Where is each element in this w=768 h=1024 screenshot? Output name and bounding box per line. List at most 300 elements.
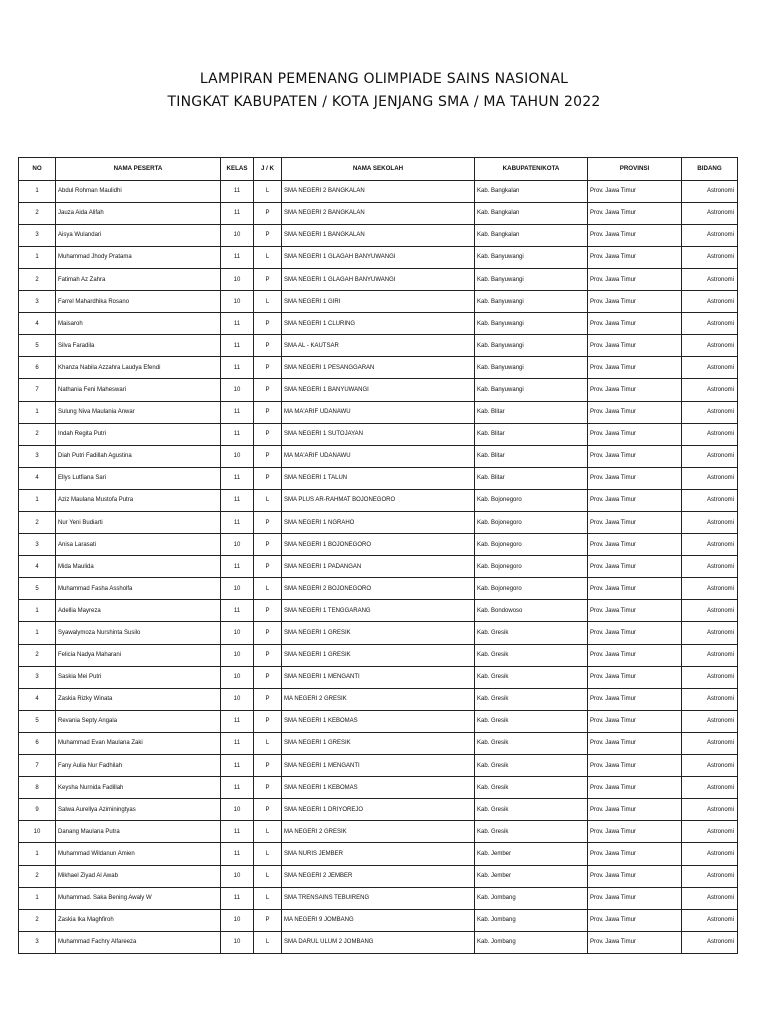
cell-bidang: Astronomi <box>682 777 738 799</box>
cell-jk: P <box>254 401 282 423</box>
header-kelas: KELAS <box>221 158 254 181</box>
cell-nama-peserta: Zaskia Ika Maghfiroh <box>56 909 221 931</box>
cell-no: 7 <box>19 379 56 401</box>
cell-no: 1 <box>19 843 56 865</box>
cell-nama-sekolah: SMA NEGERI 1 BANYUWANGI <box>282 379 475 401</box>
cell-bidang: Astronomi <box>682 887 738 909</box>
cell-nama-sekolah: SMA NEGERI 1 BOJONEGORO <box>282 534 475 556</box>
cell-provinsi: Prov. Jawa Timur <box>588 644 682 666</box>
cell-kelas: 11 <box>221 357 254 379</box>
cell-nama-peserta: Aziz Maulana Mustofa Putra <box>56 489 221 511</box>
cell-provinsi: Prov. Jawa Timur <box>588 578 682 600</box>
table-row <box>19 578 738 600</box>
cell-no: 3 <box>19 224 56 246</box>
table-row <box>19 534 738 556</box>
table-row <box>19 644 738 666</box>
cell-nama-peserta: Farrel Mahardhika Rosano <box>56 291 221 313</box>
table-row <box>19 710 738 732</box>
cell-bidang: Astronomi <box>682 600 738 622</box>
cell-jk: L <box>254 246 282 268</box>
cell-provinsi: Prov. Jawa Timur <box>588 489 682 511</box>
table-row <box>19 909 738 931</box>
cell-bidang: Astronomi <box>682 335 738 357</box>
cell-kabupaten-kota: Kab. Gresik <box>475 755 588 777</box>
cell-kabupaten-kota: Kab. Blitar <box>475 401 588 423</box>
cell-provinsi: Prov. Jawa Timur <box>588 666 682 688</box>
cell-jk: P <box>254 445 282 467</box>
table-body <box>19 180 738 953</box>
header-bidang: BIDANG <box>682 158 738 181</box>
cell-nama-peserta: Zaskia Rizky Winata <box>56 688 221 710</box>
table-row <box>19 202 738 224</box>
cell-kabupaten-kota: Kab. Blitar <box>475 467 588 489</box>
cell-no: 2 <box>19 909 56 931</box>
cell-no: 3 <box>19 445 56 467</box>
cell-kelas: 11 <box>221 489 254 511</box>
cell-bidang: Astronomi <box>682 202 738 224</box>
cell-nama-sekolah: SMA NEGERI 1 DRIYOREJO <box>282 799 475 821</box>
cell-kelas: 10 <box>221 666 254 688</box>
cell-bidang: Astronomi <box>682 268 738 290</box>
cell-jk: P <box>254 666 282 688</box>
header-kabupaten-kota: KABUPATEN/KOTA <box>475 158 588 181</box>
cell-nama-peserta: Syawalymoza Nurshinta Susilo <box>56 622 221 644</box>
cell-provinsi: Prov. Jawa Timur <box>588 357 682 379</box>
cell-nama-peserta: Jauza Aida Alifah <box>56 202 221 224</box>
cell-nama-peserta: Muhammad. Saka Bening Awaly W <box>56 887 221 909</box>
cell-kabupaten-kota: Kab. Bangkalan <box>475 202 588 224</box>
cell-bidang: Astronomi <box>682 534 738 556</box>
cell-bidang: Astronomi <box>682 423 738 445</box>
cell-jk: L <box>254 578 282 600</box>
cell-kelas: 11 <box>221 887 254 909</box>
cell-jk: L <box>254 843 282 865</box>
cell-provinsi: Prov. Jawa Timur <box>588 335 682 357</box>
cell-provinsi: Prov. Jawa Timur <box>588 445 682 467</box>
cell-no: 1 <box>19 180 56 202</box>
cell-provinsi: Prov. Jawa Timur <box>588 401 682 423</box>
cell-jk: P <box>254 467 282 489</box>
cell-nama-peserta: Nur Yeni Budiarti <box>56 512 221 534</box>
cell-nama-sekolah: SMA NEGERI 1 GRESIK <box>282 732 475 754</box>
cell-kelas: 11 <box>221 710 254 732</box>
table-row <box>19 180 738 202</box>
cell-nama-sekolah: MA NEGERI 9 JOMBANG <box>282 909 475 931</box>
cell-nama-sekolah: SMA NEGERI 2 BANGKALAN <box>282 180 475 202</box>
cell-no: 5 <box>19 710 56 732</box>
cell-kabupaten-kota: Kab. Gresik <box>475 710 588 732</box>
cell-nama-peserta: Anisa Larasati <box>56 534 221 556</box>
cell-bidang: Astronomi <box>682 710 738 732</box>
cell-nama-sekolah: SMA NEGERI 1 TENGGARANG <box>282 600 475 622</box>
cell-kelas: 11 <box>221 202 254 224</box>
cell-kabupaten-kota: Kab. Jombang <box>475 931 588 953</box>
table-row <box>19 357 738 379</box>
table-row <box>19 556 738 578</box>
document-title-line-1: LAMPIRAN PEMENANG OLIMPIADE SAINS NASIONAL <box>199 71 569 87</box>
cell-no: 8 <box>19 777 56 799</box>
cell-nama-peserta: Nathania Feni Maheswari <box>56 379 221 401</box>
cell-bidang: Astronomi <box>682 246 738 268</box>
cell-kabupaten-kota: Kab. Jember <box>475 865 588 887</box>
cell-kabupaten-kota: Kab. Jombang <box>475 909 588 931</box>
cell-kelas: 11 <box>221 423 254 445</box>
cell-kelas: 10 <box>221 865 254 887</box>
cell-kelas: 10 <box>221 799 254 821</box>
cell-no: 3 <box>19 534 56 556</box>
table-row <box>19 445 738 467</box>
cell-jk: P <box>254 268 282 290</box>
cell-nama-sekolah: SMA PLUS AR-RAHMAT BOJONEGORO <box>282 489 475 511</box>
cell-jk: P <box>254 379 282 401</box>
cell-kelas: 11 <box>221 843 254 865</box>
cell-nama-sekolah: SMA NEGERI 1 PADANGAN <box>282 556 475 578</box>
cell-bidang: Astronomi <box>682 755 738 777</box>
cell-kabupaten-kota: Kab. Jember <box>475 843 588 865</box>
cell-kabupaten-kota: Kab. Banyuwangi <box>475 246 588 268</box>
table-row <box>19 931 738 953</box>
cell-provinsi: Prov. Jawa Timur <box>588 887 682 909</box>
cell-jk: L <box>254 865 282 887</box>
cell-provinsi: Prov. Jawa Timur <box>588 843 682 865</box>
cell-no: 1 <box>19 887 56 909</box>
cell-no: 5 <box>19 578 56 600</box>
cell-bidang: Astronomi <box>682 688 738 710</box>
table-row <box>19 423 738 445</box>
table-row <box>19 732 738 754</box>
cell-kabupaten-kota: Kab. Gresik <box>475 821 588 843</box>
cell-jk: P <box>254 622 282 644</box>
cell-nama-sekolah: MA NEGERI 2 GRESIK <box>282 688 475 710</box>
cell-bidang: Astronomi <box>682 666 738 688</box>
cell-provinsi: Prov. Jawa Timur <box>588 777 682 799</box>
cell-no: 2 <box>19 512 56 534</box>
cell-jk: L <box>254 931 282 953</box>
cell-no: 1 <box>19 246 56 268</box>
cell-nama-sekolah: SMA NEGERI 1 TALUN <box>282 467 475 489</box>
cell-bidang: Astronomi <box>682 865 738 887</box>
cell-no: 1 <box>19 600 56 622</box>
cell-no: 1 <box>19 622 56 644</box>
table-row <box>19 622 738 644</box>
table-row <box>19 512 738 534</box>
cell-kabupaten-kota: Kab. Gresik <box>475 777 588 799</box>
cell-no: 5 <box>19 335 56 357</box>
cell-nama-peserta: Revania Septy Angala <box>56 710 221 732</box>
cell-jk: P <box>254 534 282 556</box>
cell-bidang: Astronomi <box>682 909 738 931</box>
cell-kelas: 11 <box>221 180 254 202</box>
cell-bidang: Astronomi <box>682 622 738 644</box>
table-row <box>19 865 738 887</box>
cell-jk: P <box>254 556 282 578</box>
cell-bidang: Astronomi <box>682 401 738 423</box>
cell-nama-peserta: Muhammad Fachry Alfareeza <box>56 931 221 953</box>
cell-nama-peserta: Khanza Nabila Azzahra Laudya Efendi <box>56 357 221 379</box>
cell-nama-sekolah: SMA AL - KAUTSAR <box>282 335 475 357</box>
cell-provinsi: Prov. Jawa Timur <box>588 224 682 246</box>
cell-nama-sekolah: SMA NEGERI 1 SUTOJAYAN <box>282 423 475 445</box>
cell-provinsi: Prov. Jawa Timur <box>588 423 682 445</box>
cell-kabupaten-kota: Kab. Banyuwangi <box>475 291 588 313</box>
table-row <box>19 335 738 357</box>
cell-kabupaten-kota: Kab. Banyuwangi <box>475 357 588 379</box>
cell-no: 3 <box>19 666 56 688</box>
cell-kabupaten-kota: Kab. Bojonegoro <box>475 512 588 534</box>
cell-nama-peserta: Danang Maulana Putra <box>56 821 221 843</box>
cell-kelas: 11 <box>221 246 254 268</box>
cell-bidang: Astronomi <box>682 644 738 666</box>
cell-bidang: Astronomi <box>682 467 738 489</box>
cell-nama-peserta: Muhammad Wildanun Amien <box>56 843 221 865</box>
cell-jk: P <box>254 600 282 622</box>
cell-kelas: 11 <box>221 755 254 777</box>
cell-bidang: Astronomi <box>682 224 738 246</box>
cell-kelas: 11 <box>221 313 254 335</box>
cell-nama-sekolah: MA MA'ARIF UDANAWU <box>282 401 475 423</box>
cell-nama-sekolah: MA MA'ARIF UDANAWU <box>282 445 475 467</box>
cell-jk: P <box>254 644 282 666</box>
cell-no: 1 <box>19 489 56 511</box>
cell-jk: P <box>254 777 282 799</box>
cell-jk: P <box>254 688 282 710</box>
cell-no: 10 <box>19 821 56 843</box>
cell-nama-sekolah: SMA NEGERI 2 BOJONEGORO <box>282 578 475 600</box>
header-nama-sekolah: NAMA SEKOLAH <box>282 158 475 181</box>
header-provinsi: PROVINSI <box>588 158 682 181</box>
cell-nama-peserta: Abdul Rohman Maulidhi <box>56 180 221 202</box>
cell-kelas: 11 <box>221 512 254 534</box>
cell-no: 3 <box>19 291 56 313</box>
cell-nama-sekolah: SMA NURIS JEMBER <box>282 843 475 865</box>
cell-bidang: Astronomi <box>682 313 738 335</box>
table-row <box>19 821 738 843</box>
cell-bidang: Astronomi <box>682 445 738 467</box>
cell-jk: P <box>254 202 282 224</box>
cell-provinsi: Prov. Jawa Timur <box>588 556 682 578</box>
cell-no: 2 <box>19 644 56 666</box>
cell-kabupaten-kota: Kab. Banyuwangi <box>475 335 588 357</box>
cell-kelas: 10 <box>221 445 254 467</box>
cell-no: 4 <box>19 313 56 335</box>
cell-nama-sekolah: SMA TRENSAINS TEBUIRENG <box>282 887 475 909</box>
cell-bidang: Astronomi <box>682 578 738 600</box>
cell-jk: L <box>254 489 282 511</box>
cell-provinsi: Prov. Jawa Timur <box>588 246 682 268</box>
cell-jk: P <box>254 909 282 931</box>
cell-nama-peserta: Adellia Mayreza <box>56 600 221 622</box>
cell-kabupaten-kota: Kab. Bangkalan <box>475 224 588 246</box>
cell-no: 4 <box>19 467 56 489</box>
cell-kabupaten-kota: Kab. Gresik <box>475 732 588 754</box>
cell-provinsi: Prov. Jawa Timur <box>588 268 682 290</box>
cell-nama-sekolah: SMA NEGERI 1 GRESIK <box>282 644 475 666</box>
cell-jk: P <box>254 313 282 335</box>
cell-kabupaten-kota: Kab. Gresik <box>475 666 588 688</box>
cell-provinsi: Prov. Jawa Timur <box>588 379 682 401</box>
cell-provinsi: Prov. Jawa Timur <box>588 755 682 777</box>
cell-nama-sekolah: SMA NEGERI 1 NGRAHO <box>282 512 475 534</box>
table-row <box>19 224 738 246</box>
cell-kelas: 11 <box>221 335 254 357</box>
cell-nama-sekolah: MA NEGERI 2 GRESIK <box>282 821 475 843</box>
cell-nama-sekolah: SMA NEGERI 1 KEBOMAS <box>282 777 475 799</box>
cell-kabupaten-kota: Kab. Gresik <box>475 622 588 644</box>
cell-nama-peserta: Saskia Mei Putri <box>56 666 221 688</box>
cell-jk: P <box>254 357 282 379</box>
table-row <box>19 666 738 688</box>
cell-kelas: 10 <box>221 379 254 401</box>
cell-nama-sekolah: SMA NEGERI 1 GLAGAH BANYUWANGI <box>282 268 475 290</box>
cell-bidang: Astronomi <box>682 489 738 511</box>
table-header-row <box>19 158 738 181</box>
cell-nama-sekolah: SMA NEGERI 1 KEBOMAS <box>282 710 475 732</box>
cell-nama-sekolah: SMA NEGERI 1 PESANGGARAN <box>282 357 475 379</box>
cell-provinsi: Prov. Jawa Timur <box>588 202 682 224</box>
cell-no: 6 <box>19 357 56 379</box>
winners-table <box>18 157 738 954</box>
cell-kabupaten-kota: Kab. Blitar <box>475 423 588 445</box>
cell-kelas: 11 <box>221 777 254 799</box>
cell-kelas: 10 <box>221 291 254 313</box>
cell-provinsi: Prov. Jawa Timur <box>588 467 682 489</box>
cell-kabupaten-kota: Kab. Bojonegoro <box>475 489 588 511</box>
cell-jk: P <box>254 423 282 445</box>
cell-kelas: 10 <box>221 688 254 710</box>
cell-jk: P <box>254 710 282 732</box>
cell-provinsi: Prov. Jawa Timur <box>588 688 682 710</box>
table-row <box>19 489 738 511</box>
cell-kelas: 10 <box>221 931 254 953</box>
table-row <box>19 777 738 799</box>
cell-nama-peserta: Mida Maulida <box>56 556 221 578</box>
cell-nama-peserta: Muhammad Jhody Pratama <box>56 246 221 268</box>
cell-provinsi: Prov. Jawa Timur <box>588 291 682 313</box>
cell-jk: L <box>254 821 282 843</box>
cell-provinsi: Prov. Jawa Timur <box>588 710 682 732</box>
cell-nama-sekolah: SMA NEGERI 1 GRESIK <box>282 622 475 644</box>
cell-kelas: 10 <box>221 578 254 600</box>
cell-provinsi: Prov. Jawa Timur <box>588 909 682 931</box>
cell-kelas: 10 <box>221 644 254 666</box>
table-row <box>19 600 738 622</box>
document-title-line-2: TINGKAT KABUPATEN / KOTA JENJANG SMA / MA TAHUN 2022 <box>167 94 601 110</box>
cell-jk: L <box>254 291 282 313</box>
header-no: NO <box>19 158 56 181</box>
cell-nama-sekolah: SMA NEGERI 1 GIRI <box>282 291 475 313</box>
cell-no: 2 <box>19 423 56 445</box>
cell-no: 2 <box>19 865 56 887</box>
cell-no: 2 <box>19 202 56 224</box>
cell-bidang: Astronomi <box>682 931 738 953</box>
cell-no: 3 <box>19 931 56 953</box>
table-row <box>19 799 738 821</box>
header-jk: J / K <box>254 158 282 181</box>
cell-jk: P <box>254 224 282 246</box>
cell-no: 4 <box>19 688 56 710</box>
cell-kabupaten-kota: Kab. Bangkalan <box>475 180 588 202</box>
cell-nama-peserta: Maisaroh <box>56 313 221 335</box>
cell-no: 6 <box>19 732 56 754</box>
cell-kabupaten-kota: Kab. Banyuwangi <box>475 268 588 290</box>
cell-nama-peserta: Felicia Nadya Maharani <box>56 644 221 666</box>
cell-no: 2 <box>19 268 56 290</box>
cell-kelas: 10 <box>221 909 254 931</box>
cell-kabupaten-kota: Kab. Banyuwangi <box>475 379 588 401</box>
cell-nama-peserta: Ellys Lutfiana Sari <box>56 467 221 489</box>
table-row <box>19 843 738 865</box>
table-row <box>19 379 738 401</box>
cell-kabupaten-kota: Kab. Bojonegoro <box>475 556 588 578</box>
cell-no: 9 <box>19 799 56 821</box>
cell-kelas: 10 <box>221 224 254 246</box>
cell-bidang: Astronomi <box>682 732 738 754</box>
cell-kelas: 11 <box>221 556 254 578</box>
cell-kelas: 11 <box>221 600 254 622</box>
cell-nama-peserta: Mikhael Ziyad Al Awab <box>56 865 221 887</box>
cell-nama-peserta: Keysha Nurnida Fadillah <box>56 777 221 799</box>
table-row <box>19 246 738 268</box>
cell-nama-peserta: Indah Regita Putri <box>56 423 221 445</box>
cell-kelas: 11 <box>221 821 254 843</box>
cell-jk: L <box>254 732 282 754</box>
cell-nama-peserta: Muhammad Evan Maulana Zaki <box>56 732 221 754</box>
cell-provinsi: Prov. Jawa Timur <box>588 931 682 953</box>
cell-no: 7 <box>19 755 56 777</box>
cell-nama-sekolah: SMA NEGERI 2 BANGKALAN <box>282 202 475 224</box>
cell-provinsi: Prov. Jawa Timur <box>588 622 682 644</box>
cell-nama-peserta: Sulung Niva Maulania Anwar <box>56 401 221 423</box>
cell-nama-peserta: Muhammad Fasha Assholfa <box>56 578 221 600</box>
cell-kelas: 11 <box>221 467 254 489</box>
cell-nama-peserta: Aisya Wulandari <box>56 224 221 246</box>
cell-nama-sekolah: SMA NEGERI 1 MENGANTI <box>282 755 475 777</box>
cell-provinsi: Prov. Jawa Timur <box>588 732 682 754</box>
table-row <box>19 313 738 335</box>
cell-provinsi: Prov. Jawa Timur <box>588 180 682 202</box>
cell-jk: P <box>254 335 282 357</box>
cell-jk: L <box>254 887 282 909</box>
cell-bidang: Astronomi <box>682 379 738 401</box>
table-row <box>19 401 738 423</box>
cell-provinsi: Prov. Jawa Timur <box>588 821 682 843</box>
cell-kelas: 10 <box>221 268 254 290</box>
cell-kabupaten-kota: Kab. Blitar <box>475 445 588 467</box>
cell-kabupaten-kota: Kab. Bojonegoro <box>475 578 588 600</box>
cell-provinsi: Prov. Jawa Timur <box>588 799 682 821</box>
cell-kabupaten-kota: Kab. Banyuwangi <box>475 313 588 335</box>
table-row <box>19 291 738 313</box>
table-row <box>19 268 738 290</box>
cell-provinsi: Prov. Jawa Timur <box>588 512 682 534</box>
cell-provinsi: Prov. Jawa Timur <box>588 313 682 335</box>
cell-bidang: Astronomi <box>682 799 738 821</box>
header-nama-peserta: NAMA PESERTA <box>56 158 221 181</box>
table-row <box>19 887 738 909</box>
cell-jk: L <box>254 180 282 202</box>
cell-kabupaten-kota: Kab. Gresik <box>475 688 588 710</box>
cell-provinsi: Prov. Jawa Timur <box>588 534 682 556</box>
cell-kelas: 10 <box>221 622 254 644</box>
cell-nama-sekolah: SMA NEGERI 1 GLAGAH BANYUWANGI <box>282 246 475 268</box>
cell-jk: P <box>254 755 282 777</box>
cell-kelas: 11 <box>221 732 254 754</box>
table-row <box>19 755 738 777</box>
cell-provinsi: Prov. Jawa Timur <box>588 865 682 887</box>
cell-nama-sekolah: SMA NEGERI 1 BANGKALAN <box>282 224 475 246</box>
table-row <box>19 467 738 489</box>
cell-bidang: Astronomi <box>682 357 738 379</box>
